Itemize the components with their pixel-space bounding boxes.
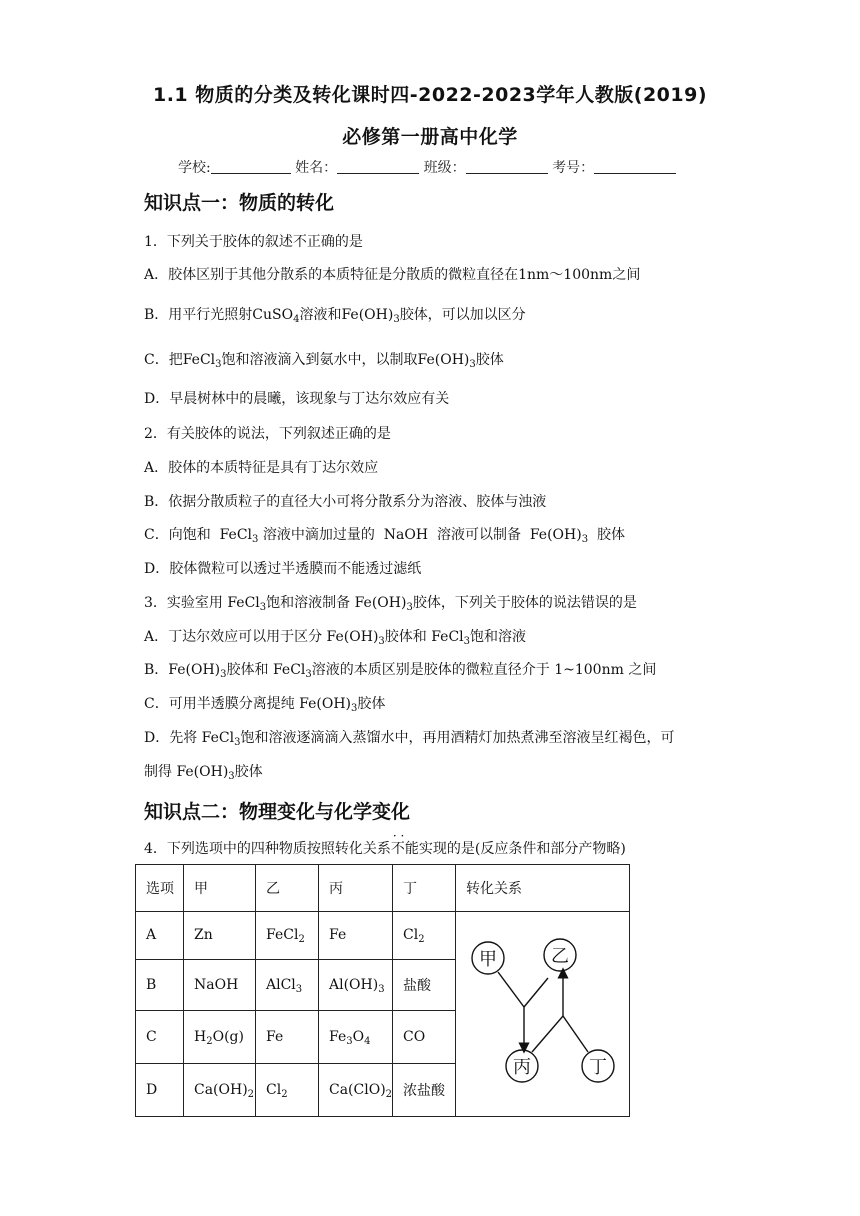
ding-cell: 浓盐酸 xyxy=(393,1063,456,1116)
q3-stem: 3．实验室用 FeCl$_3$饱和溶液制备 $Fe(OH)_3$胶体，下列关于胶体的说法错误的是 xyxy=(144,595,637,613)
options-table xyxy=(135,864,630,1117)
school-blank[interactable] xyxy=(211,159,291,174)
q2-option-c: C．向饱和 FeCl$_3$ 溶液中滴加过量的 NaOH 溶液可以制备 $Fe(OH)_3$ 胶体 xyxy=(144,527,625,545)
ding-cell: CO xyxy=(393,1010,456,1063)
q3-option-a: A．丁达尔效应可以用于区分 $Fe(OH)_3$胶体和 FeCl$_3$饱和溶液 xyxy=(144,629,527,647)
exam-no-label: 考号： xyxy=(552,160,595,176)
q2-option-a: A．胶体的本质特征是具有丁达尔效应 xyxy=(144,460,379,476)
q1-stem: 1．下列关于胶体的叙述不正确的是 xyxy=(144,234,363,250)
edge-junction-up xyxy=(524,978,548,1007)
q1-option-d: D．早晨树林中的晨曦，该现象与丁达尔效应有关 xyxy=(144,391,450,407)
edge-jia-junction xyxy=(498,972,524,1007)
q3-option-d-line1: D．先将 FeCl$_3$饱和溶液逐滴滴入蒸馏水中，再用酒精灯加热煮沸至溶液呈红褐色，可 xyxy=(144,730,675,748)
header-cell: 丙 xyxy=(319,865,393,912)
yi-cell: $Cl_2$ xyxy=(256,1063,319,1116)
header-cell: 乙 xyxy=(256,865,319,912)
document-title-line1: 1.1 物质的分类及转化课时四-2022-2023学年人教版(2019) xyxy=(152,84,708,106)
bing-cell: $Fe_3O_4$ xyxy=(319,1010,393,1063)
ding-cell: 盐酸 xyxy=(393,959,456,1010)
school-label: 学校: xyxy=(178,160,211,176)
node-bing-label: 丙 xyxy=(513,1057,532,1078)
jia-cell: $Ca(OH)_2$ xyxy=(184,1063,256,1116)
emphasis-dots: · · 不能 xyxy=(391,841,419,857)
option-cell: A xyxy=(136,912,184,960)
ding-cell: $Cl_2$ xyxy=(393,912,456,960)
jia-cell: Zn xyxy=(184,912,256,960)
table-header-row xyxy=(136,865,630,912)
q2-option-b: B．依据分散质粒子的直径大小可将分散系分为溶液、胶体与浊液 xyxy=(144,494,547,510)
conversion-diagram xyxy=(456,912,628,1112)
edge-ding-junction2 xyxy=(563,1016,588,1052)
name-label: 姓名： xyxy=(295,160,338,176)
name-blank[interactable] xyxy=(337,159,419,174)
table-row xyxy=(136,912,630,960)
exam-no-blank[interactable] xyxy=(594,159,676,174)
option-cell: D xyxy=(136,1063,184,1116)
q1-option-c: C．把FeCl$_3$饱和溶液滴入到氨水中，以制取$Fe(OH)_3$胶体 xyxy=(144,352,504,370)
q3-option-d-line2: 制得 $Fe(OH)_3$胶体 xyxy=(144,764,263,782)
conversion-diagram-cell xyxy=(456,912,630,1117)
node-ding-label: 丁 xyxy=(589,1057,608,1078)
q2-stem: 2．有关胶体的说法，下列叙述正确的是 xyxy=(144,426,391,442)
bing-cell: $Ca(ClO)_2$ xyxy=(319,1063,393,1116)
q4-stem: 4．下列选项中的四种物质按照转化关系· · 不能实现的是(反应条件和部分产物略) xyxy=(144,838,626,858)
header-cell: 丁 xyxy=(393,865,456,912)
yi-cell: AlCl$_3$ xyxy=(256,959,319,1010)
header-cell: 甲 xyxy=(184,865,256,912)
edge-bing-junction2 xyxy=(532,1016,563,1052)
node-yi-label: 乙 xyxy=(551,946,570,967)
q3-option-c: C．可用半透膜分离提纯 $Fe(OH)_3$胶体 xyxy=(144,696,386,714)
jia-cell: NaOH xyxy=(184,959,256,1010)
q2-option-d: D．胶体微粒可以透过半透膜而不能透过滤纸 xyxy=(144,561,422,577)
section-heading-2: 知识点二：物理变化与化学变化 xyxy=(144,801,411,823)
header-cell: 选项 xyxy=(136,865,184,912)
option-cell: B xyxy=(136,959,184,1010)
document-title-line2: 必修第一册高中化学 xyxy=(342,126,518,148)
node-jia-label: 甲 xyxy=(479,949,498,970)
bing-cell: Fe xyxy=(319,912,393,960)
bing-cell: $Al(OH)_3$ xyxy=(319,959,393,1010)
class-blank[interactable] xyxy=(466,159,548,174)
q1-option-a: A．胶体区别于其他分散系的本质特征是分散质的微粒直径在1nm～100nm之间 xyxy=(144,267,641,283)
yi-cell: FeCl$_2$ xyxy=(256,912,319,960)
header-cell: 转化关系 xyxy=(456,865,630,912)
yi-cell: Fe xyxy=(256,1010,319,1063)
option-cell: C xyxy=(136,1010,184,1063)
section-heading-1: 知识点一：物质的转化 xyxy=(144,192,335,214)
q3-option-b: B．$Fe(OH)_3$胶体和 FeCl$_3$溶液的本质区别是胶体的微粒直径介于 1~100nm 之间 xyxy=(144,662,657,680)
jia-cell: $H_2O(g)$ xyxy=(184,1010,256,1063)
student-info-line xyxy=(178,157,676,177)
q1-option-b: B．用平行光照射CuSO$_4$溶液和$Fe(OH)_3$胶体，可以加以区分 xyxy=(144,307,526,325)
class-label: 班级： xyxy=(423,160,466,176)
